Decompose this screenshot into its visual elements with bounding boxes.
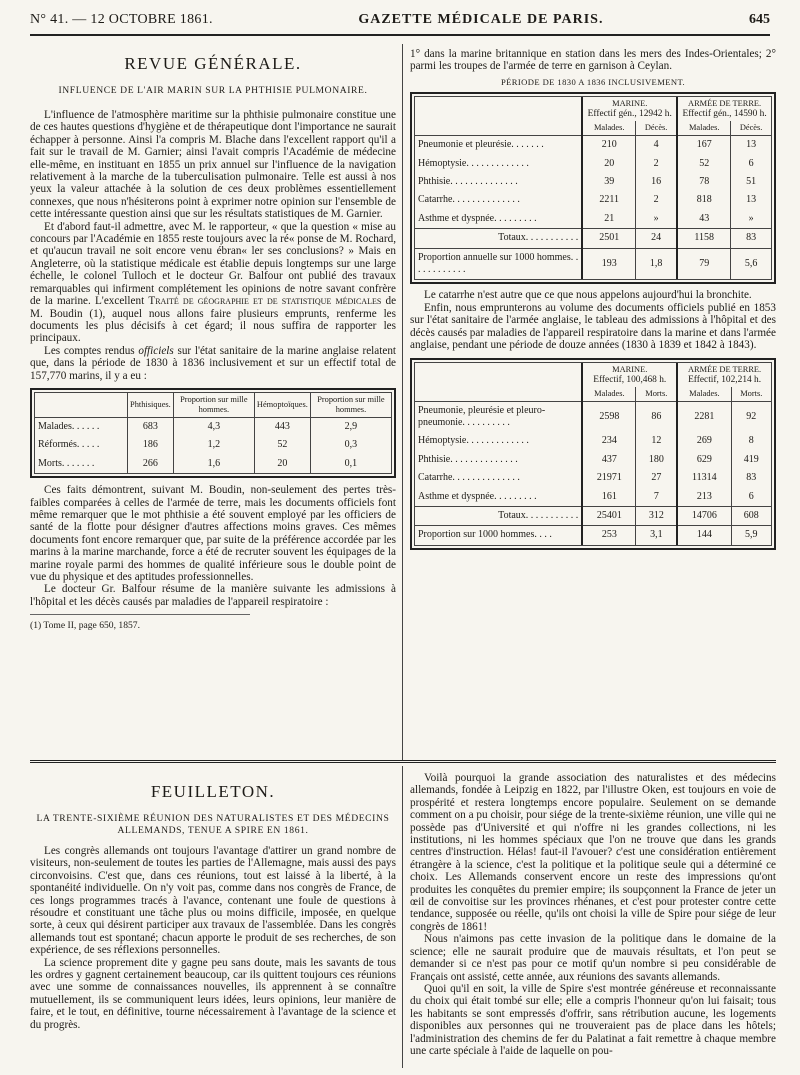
footnote: (1) Tome II, page 650, 1857. xyxy=(30,614,250,632)
totals-row xyxy=(415,506,771,525)
column-divider xyxy=(402,44,403,760)
cell: 213 xyxy=(677,488,731,507)
masthead xyxy=(30,14,770,36)
group-name: ARMÉE DE TERRE. xyxy=(688,99,762,109)
cell: 83 xyxy=(731,229,771,248)
respiratory-table-1830-1843 xyxy=(410,358,776,550)
section-heading: FEUILLETON. xyxy=(150,782,276,801)
cell: 0,1 xyxy=(310,455,391,473)
table-header: Phthisiques. xyxy=(128,393,174,418)
paragraph: Les congrès allemands ont toujours l'avantage d'attirer un grand nombre de visiteurs, non-seulement de toutes les parties de l'Allemagne, mais aussi des pays circonvoisins. C'est que, dans ces réunions, tout est laissé à la liberté, à la spontanéité individuelle. On n'y voit pas, comme dans nos congrès de France, de ces longs programmes tracés à l'avance, contenant une foule de questions à résoudre et constituant une tâche plus ou moins difficile, imposée, en quelque sorte, à ceux qui désirent participer aux travaux de l'assemblée. Dans les congrès allemands tout est spontané; chacun apporte le produit de ses recherches, de son expérience, de ses réflexions personnelles. xyxy=(30,845,396,957)
section-heading: REVUE GÉNÉRALE. xyxy=(124,54,302,73)
page-number: 645 xyxy=(748,12,770,27)
cell: 437 xyxy=(582,451,636,469)
revue-column-right xyxy=(410,48,776,760)
cell: 78 xyxy=(677,173,731,191)
cell: 6 xyxy=(731,155,771,173)
table-row xyxy=(415,469,771,487)
cell: 83 xyxy=(731,469,771,487)
cell: 312 xyxy=(636,506,677,525)
row-label: Malades. . . . . . xyxy=(38,420,100,432)
row-label: Hémoptysie. . . . . . . . . . . . . xyxy=(418,157,529,169)
paragraph: 1° dans la marine britannique en station dans les mers des Indes-Orientales; 2° parmi les troupes de l'armée de terre en garnison à Ceylan. xyxy=(410,48,776,73)
cell: 25401 xyxy=(582,506,636,525)
cell: 1,2 xyxy=(173,436,254,454)
cell: 2 xyxy=(636,191,678,209)
table-row xyxy=(415,488,771,507)
table-header: Malades. xyxy=(677,387,731,402)
cell: 39 xyxy=(582,173,635,191)
book-title: Traité de géographie et de statistique médicales xyxy=(148,295,382,308)
respiratory-table-1830 xyxy=(410,92,776,284)
cell: 608 xyxy=(731,506,771,525)
article-title: LA TRENTE-SIXIÈME RÉUNION DES NATURALISTES ET DES MÉDECINS ALLEMANDS, TENUE A SPIRE EN 1861. xyxy=(36,813,390,836)
cell: 20 xyxy=(582,155,635,173)
paragraph: Le docteur Gr. Balfour résume de la manière suivante les admissions à l'hôpital et les décès causés par maladies de l'appareil respiratoire : xyxy=(30,583,396,608)
table-row xyxy=(415,432,771,450)
cell: 2501 xyxy=(582,229,635,248)
cell: 180 xyxy=(636,451,677,469)
cell: 14706 xyxy=(677,506,731,525)
table-header: Malades. xyxy=(582,121,635,136)
cell: 11314 xyxy=(677,469,731,487)
row-label: Morts. . . . . . . xyxy=(38,457,95,469)
cell: 1,8 xyxy=(636,248,678,279)
table-header: Malades. xyxy=(677,121,731,136)
cell: 27 xyxy=(636,469,677,487)
table-row xyxy=(35,455,391,473)
feuilleton-column xyxy=(30,772,396,1068)
text-run: Les comptes rendus xyxy=(44,344,135,357)
text-run: Et d'abord faut-il admettre, avec M. le rapporteur, « que la question « mise au concours par l'Académie en 1855 reste toujours avec la ré« ponse de M. Rochard, et qu'aucun travail ne soit encore venu ébran« ler ses conclusions? » Mais en Angleterre, où la statistique médicale est établie depuis longtemps sur une large échelle, le colonel Tulloch et le docteur Gr. Balfour ont publié des travaux remarquables qui infirment complétement les opinions de notre savant confrère de la marine. L'excellent xyxy=(30,220,396,308)
cell: 269 xyxy=(677,432,731,450)
table-header: Décès. xyxy=(731,121,771,136)
row-label: Phthisie. . . . . . . . . . . . . . xyxy=(418,176,518,188)
cell: 52 xyxy=(677,155,731,173)
feuilleton-separator xyxy=(30,760,776,763)
paragraph xyxy=(30,345,396,382)
cell: 2,9 xyxy=(310,417,391,436)
cell: 167 xyxy=(677,136,731,155)
cell: 186 xyxy=(128,436,174,454)
row-label: Réformés. . . . . xyxy=(38,439,100,451)
cell: 2281 xyxy=(677,401,731,432)
row-label: Asthme et dyspnée. . . . . . . . . xyxy=(418,490,537,502)
paragraph: Enfin, nous emprunterons au volume des documents officiels publié en 1853 sur l'état sanitaire de l'armée anglaise, le tableau des admissions à l'hôpital et des décès causés par maladies de l'appareil respiratoire dans la marine et dans l'armée anglaise, pendant une période de douze années (1830 à 1839 et 1842 à 1843). xyxy=(410,301,776,352)
cell: 4 xyxy=(636,136,678,155)
table-row xyxy=(35,417,391,436)
row-label: Totaux. . . . . . . . . . . xyxy=(498,232,579,244)
cell: 443 xyxy=(254,417,310,436)
cell: 266 xyxy=(128,455,174,473)
phthisie-table xyxy=(30,388,396,478)
table-header: Malades. xyxy=(582,387,636,402)
emphasis: officiels xyxy=(138,344,174,357)
group-effectif: Effectif, 100,468 h. xyxy=(593,374,667,385)
table-row xyxy=(415,136,771,155)
group-name: ARMÉE DE TERRE. xyxy=(688,364,762,374)
group-header xyxy=(582,97,677,121)
table-header: Proportion sur mille hommes. xyxy=(173,393,254,418)
cell: 3,1 xyxy=(636,526,677,545)
period-label: PÉRIODE DE 1830 A 1836 INCLUSIVEMENT. xyxy=(500,76,686,87)
paragraph: Le catarrhe n'est autre que ce que nous appelons aujourd'hui la bronchite. xyxy=(424,289,752,302)
totals-row xyxy=(415,229,771,248)
table-header: Hémoptoïques. xyxy=(254,393,310,418)
issue-number: N° 41. — 12 OCTOBRE 1861. xyxy=(30,12,213,27)
cell: » xyxy=(636,210,678,229)
row-label: Pneumonie, pleurésie et pleuro-pneumonie. . . . . . . . . . xyxy=(418,404,546,428)
feuilleton-column-right xyxy=(410,772,776,1068)
paragraph: Ces faits démontrent, suivant M. Boudin, non-seulement des pertes très-faibles comparées à celles de l'armée de terre, mais les documents officiels font même remarquer que le mot phthisie a été souvent employé par les officiers de santé de la flotte pour désigner d'autres affections moins graves. Ces mêmes documents font encore remarquer que, par suite de la préférence accordée par les marins à la marine marchande, force a été de recruter souvent les équipages de la marine royale parmi des hommes de qualité inférieure sous le double point de vue du physique et des aptitudes professionnelles. xyxy=(30,484,396,583)
journal-title: GAZETTE MÉDICALE DE PARIS. xyxy=(358,12,604,27)
cell: 4,3 xyxy=(173,417,254,436)
group-header xyxy=(677,97,771,121)
table-row xyxy=(415,191,771,209)
table-header xyxy=(35,393,128,418)
text-run: sur l'état sanitaire de la marine anglaise relatent que, dans la période de 1830 à 1836 inclusivement et sur un effectif total de 157,770 marins, il y a eu : xyxy=(30,344,396,382)
group-effectif: Effectif gén., 14590 h. xyxy=(682,109,767,120)
column-divider xyxy=(402,766,403,1068)
cell: 7 xyxy=(636,488,677,507)
revue-column xyxy=(30,48,396,760)
cell: » xyxy=(731,210,771,229)
group-name: MARINE. xyxy=(612,99,648,109)
row-label: Asthme et dyspnée. . . . . . . . . xyxy=(418,212,537,224)
cell: 52 xyxy=(254,436,310,454)
cell: 1,6 xyxy=(173,455,254,473)
cell: 5,9 xyxy=(731,526,771,545)
cell: 24 xyxy=(636,229,678,248)
cell: 419 xyxy=(731,451,771,469)
table-row xyxy=(415,451,771,469)
row-label: Proportion annuelle sur 1000 hommes. . . . . . . . . . . . xyxy=(418,251,579,276)
cell: 21 xyxy=(582,210,635,229)
row-label: Proportion sur 1000 hommes. . . . xyxy=(418,529,552,541)
group-name: MARINE. xyxy=(612,364,648,374)
cell: 8 xyxy=(731,432,771,450)
row-label: Phthisie. . . . . . . . . . . . . . xyxy=(418,453,518,465)
cell: 193 xyxy=(582,248,635,279)
cell: 2211 xyxy=(582,191,635,209)
cell: 253 xyxy=(582,526,636,545)
group-header xyxy=(677,363,771,387)
proportion-row xyxy=(415,526,771,545)
cell: 683 xyxy=(128,417,174,436)
cell: 43 xyxy=(677,210,731,229)
cell: 13 xyxy=(731,191,771,209)
cell: 5,6 xyxy=(731,248,771,279)
cell: 51 xyxy=(731,173,771,191)
cell: 79 xyxy=(677,248,731,279)
paragraph: L'influence de l'atmosphère maritime sur la phthisie pulmonaire constitue une de ces hautes questions d'hygiène et de thérapeutique dont l'importance ne saurait échapper à personne. Ainsi l'a compris M. Blache dans l'excellent rapport qu'il a fait sur le travail de M. Garnier; ainsi l'avait compris l'Académie de médecine elle-même, en instituant en 1855 un prix annuel sur l'influence de la navigation relativement à la marche de la tuberculisation pulmonaire. Telle est aussi à nos yeux la valeur attachée à la solution de ces deux problèmes essentiellement connexes, que nous n'hésiterons point à exprimer notre opinion sur l'ensemble de cette intéressante question ainsi que sur les résultats statistiques de M. Garnier. xyxy=(30,109,396,221)
row-label: Pneumonie et pleurésie. . . . . . . xyxy=(418,139,544,151)
paragraph: Voilà pourquoi la grande association des naturalistes et des médecins allemands, fondée à Leipzig en 1822, par l'illustre Oken, est toujours en voie de prospérité et restera longtemps encore populaire. Seulement on se demande comment on a pu choisir, pour siége de la trente-sixième réunion, une ville qui ne possède pas d'Université et qui n'offre ni les grandes collections, ni les institutions, ni les hommes spéciaux que l'on ne trouve que dans les grands centres d'instruction. Hélas! faut-il l'avouer? c'est une considération entièrement étrangère à la science, c'est la politique et la politique seule qui a déterminé ce choix. Les Allemands conservent encore un reste des impressions qu'ont produites les conquêtes du premier empire; ils soupçonnent la France de jeter un œil de convoitise sur les provinces rhénanes, et c'est pour protester contre cette tendance, supposée ou réelle, qu'ils ont choisi la ville de Spire pour siége de leur congrès de 1861! xyxy=(410,772,776,933)
cell: 234 xyxy=(582,432,636,450)
table-row xyxy=(415,401,771,432)
table-header: Morts. xyxy=(636,387,677,402)
table-header: Décès. xyxy=(636,121,678,136)
cell: 2 xyxy=(636,155,678,173)
cell: 144 xyxy=(677,526,731,545)
group-effectif: Effectif gén., 12942 h. xyxy=(587,109,672,120)
cell: 2598 xyxy=(582,401,636,432)
cell: 0,3 xyxy=(310,436,391,454)
cell: 818 xyxy=(677,191,731,209)
table-row xyxy=(415,173,771,191)
table-header: Proportion sur mille hommes. xyxy=(310,393,391,418)
cell: 86 xyxy=(636,401,677,432)
cell: 20 xyxy=(254,455,310,473)
paragraph: Quoi qu'il en soit, la ville de Spire s'est montrée généreuse et reconnaissante du choix qui était tombé sur elle; elle a compris l'honneur qu'on lui faisait; tous les habitants se sont empressés d'offrir, sans rétribution aucune, les logements disponibles aux personnes qui ne trouveraient pas de place dans les hôtels; l'administration des chemins de fer du Palatinat a fait remettre à chaque membre une carte spéciale à l'aide de laquelle on pou- xyxy=(410,982,776,1057)
cell: 92 xyxy=(731,401,771,432)
cell: 210 xyxy=(582,136,635,155)
row-label: Catarrhe. . . . . . . . . . . . . . xyxy=(418,472,520,484)
cell: 6 xyxy=(731,488,771,507)
table-header: Morts. xyxy=(731,387,771,402)
paragraph xyxy=(30,221,396,345)
table-row xyxy=(415,155,771,173)
text-run: de M. Boudin (1), auquel nous allons faire plusieurs emprunts, renferme les documents les plus décisifs à cet égard; il nous suffira de rapporter les principaux. xyxy=(30,295,396,345)
group-header xyxy=(582,363,677,387)
proportion-row xyxy=(415,248,771,279)
group-effectif: Effectif, 102,214 h. xyxy=(688,374,762,385)
cell: 16 xyxy=(636,173,678,191)
table-row xyxy=(415,210,771,229)
cell: 1158 xyxy=(677,229,731,248)
table-row xyxy=(35,436,391,454)
row-label: Catarrhe. . . . . . . . . . . . . . xyxy=(418,194,520,206)
cell: 12 xyxy=(636,432,677,450)
cell: 21971 xyxy=(582,469,636,487)
row-label: Hémoptysie. . . . . . . . . . . . . xyxy=(418,435,529,447)
cell: 13 xyxy=(731,136,771,155)
article-title: INFLUENCE DE L'AIR MARIN SUR LA PHTHISIE PULMONAIRE. xyxy=(58,85,368,96)
row-label: Totaux. . . . . . . . . . . xyxy=(498,509,579,521)
paragraph: Nous n'aimons pas cette invasion de la politique dans le domaine de la science; elle ne saurait produire que de mauvais résultats, et l'on peut se demander si ce n'est pas pour ce motif qu'un nombre si peu considérable de Français ont assisté, cette année, aux réunions des savants allemands. xyxy=(410,933,776,983)
cell: 161 xyxy=(582,488,636,507)
cell: 629 xyxy=(677,451,731,469)
paragraph: La science proprement dite y gagne peu sans doute, mais les savants de tous les ordres y gagnent certainement beaucoup, car ils quittent toujours ces réunions avec une somme de connaissances nouvelles, ils apprennent à se connaître mutuellement, ils se communiquent leurs idées, leurs opinions, leur manière de faire, et le tout, en définitive, tourne nécessairement à l'avantage de la science et du progrès. xyxy=(30,956,396,1031)
